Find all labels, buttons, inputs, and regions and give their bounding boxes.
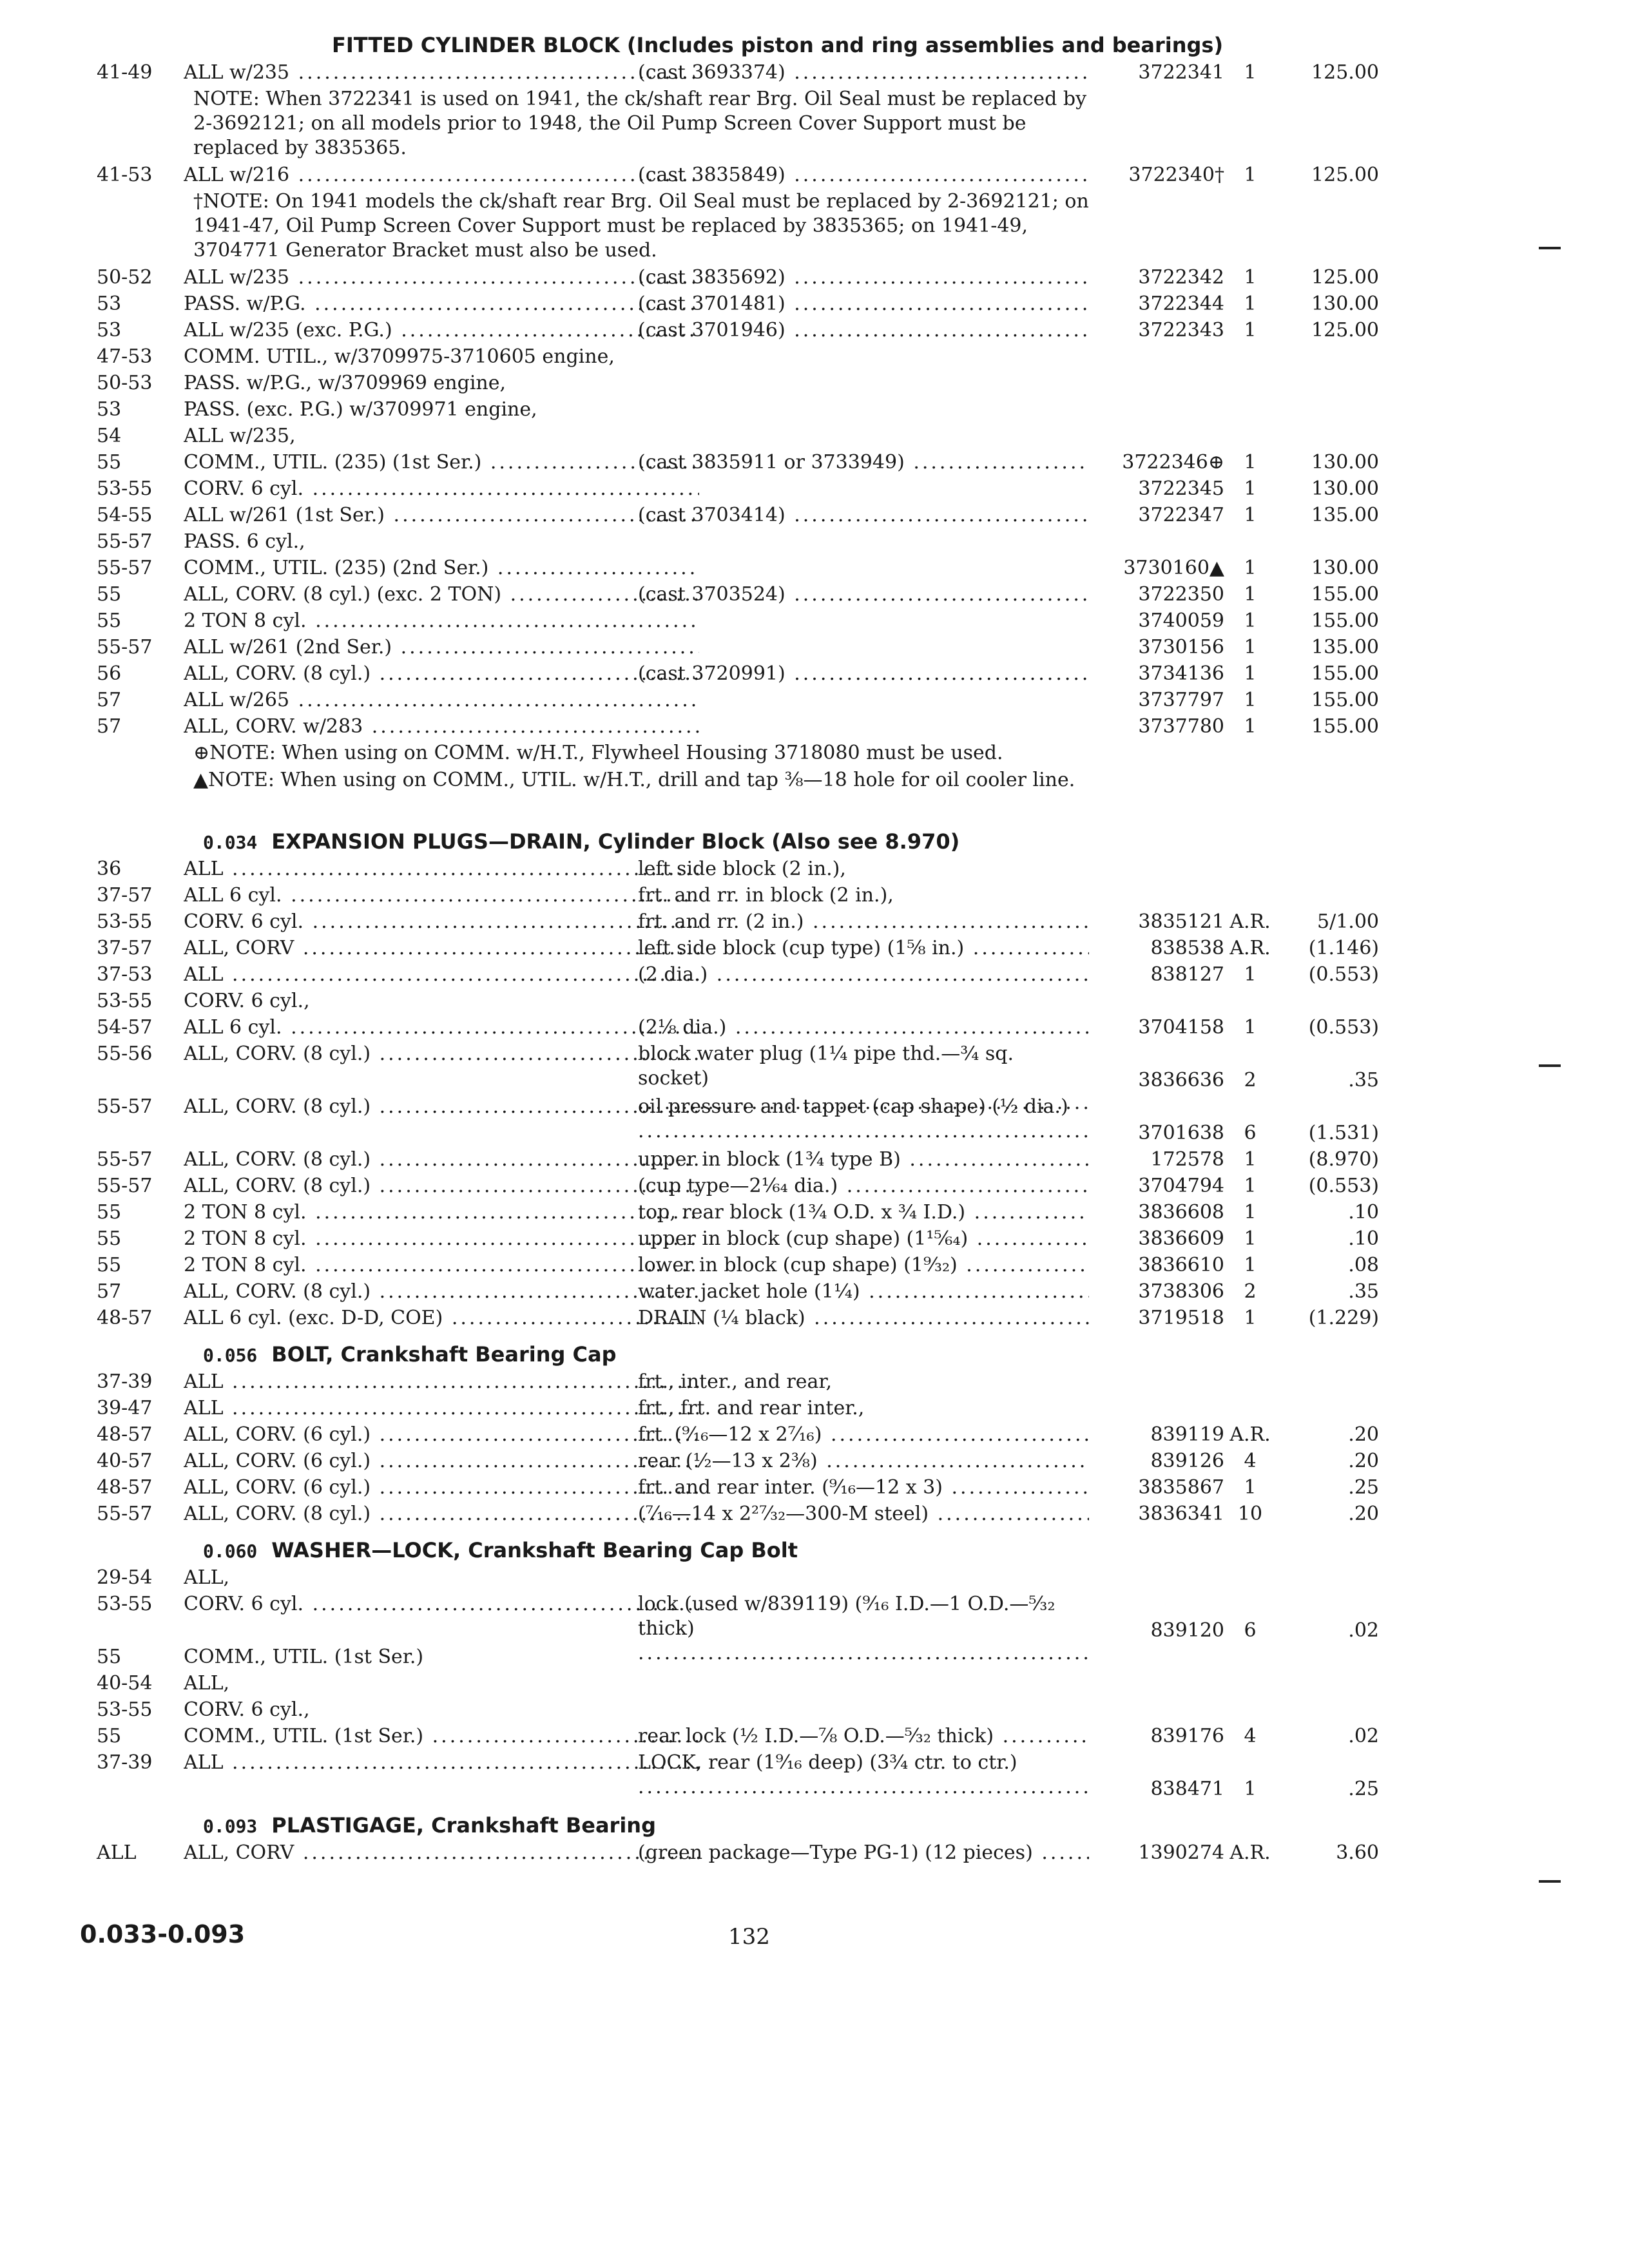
- part-description: frt. and rear inter. (⁹⁄₁₆—12 x 3) .....: [638, 1475, 1089, 1500]
- model-application: ALL w/235 .....: [184, 61, 699, 85]
- quantity: 1: [1244, 557, 1257, 579]
- quantity: 1: [1244, 451, 1257, 474]
- year-range: 55: [97, 451, 122, 474]
- model-application: ALL, CORV. (8 cyl.) .....: [184, 1502, 699, 1526]
- model-application: CORV. 6 cyl.,: [184, 990, 310, 1012]
- part-description: frt. and rr. (2 in.) .....: [638, 910, 1089, 934]
- part-description: frt. and rr. in block (2 in.),: [638, 884, 894, 907]
- part-number: 3722350: [1138, 583, 1224, 606]
- part-number: 3836609: [1138, 1227, 1224, 1250]
- model-application: CORV. 6 cyl. .....: [184, 477, 699, 501]
- part-number: 839119: [1150, 1423, 1224, 1446]
- part-description: (cast 3693374) .....: [638, 61, 1089, 85]
- page-range-code: 0.033-0.093: [80, 1920, 246, 1948]
- year-range: 56: [97, 662, 122, 685]
- part-description: rear lock (½ I.D.—⅞ O.D.—⁵⁄₃₂ thick) .....: [638, 1724, 1089, 1749]
- part-description: (cast 3835849) .....: [638, 163, 1089, 187]
- price: 155.00: [1311, 583, 1379, 606]
- year-range: 53-55: [97, 1593, 153, 1615]
- part-description: oil pressure and tappet (cap shape) (½ dia.) .....: [638, 1095, 1089, 1144]
- year-range: 55-57: [97, 1503, 153, 1525]
- model-application: ALL .....: [184, 1370, 699, 1394]
- model-application: ALL,: [184, 1566, 230, 1589]
- year-range: 55: [97, 610, 122, 632]
- part-description: water jacket hole (1¼) .....: [638, 1280, 1089, 1304]
- part-number: 3836608: [1138, 1201, 1224, 1224]
- part-description: lower in block (cup shape) (1⁹⁄₃₂) .....: [638, 1253, 1089, 1278]
- model-application: ALL, CORV. (8 cyl.) .....: [184, 1174, 699, 1198]
- price: .35: [1348, 1069, 1379, 1091]
- part-number: 838471: [1150, 1778, 1224, 1800]
- year-range: 53-55: [97, 910, 153, 933]
- part-description: top, rear block (1¾ O.D. x ¾ I.D.) .....: [638, 1200, 1089, 1225]
- quantity: A.R.: [1229, 1841, 1271, 1864]
- model-application: PASS. w/P.G. .....: [184, 292, 699, 316]
- price: 155.00: [1311, 689, 1379, 711]
- part-number: 3719518: [1138, 1307, 1224, 1329]
- price: 130.00: [1311, 451, 1379, 474]
- model-application: ALL, CORV. (6 cyl.) .....: [184, 1423, 699, 1447]
- quantity: 1: [1244, 504, 1257, 526]
- quantity: 1: [1244, 610, 1257, 632]
- part-number: 3740059: [1138, 610, 1224, 632]
- part-number: 3722344: [1138, 293, 1224, 315]
- part-description: lock (used w/839119) (⁹⁄₁₆ I.D.—1 O.D.—⁵⁄₃₂ thick) .....: [638, 1592, 1089, 1666]
- part-number: 3730156: [1138, 636, 1224, 658]
- model-application: ALL w/235 .....: [184, 265, 699, 290]
- model-application: 2 TON 8 cyl. .....: [184, 1200, 699, 1225]
- part-number: 838538: [1150, 937, 1224, 959]
- price: .08: [1348, 1254, 1379, 1276]
- year-range: 53-55: [97, 990, 153, 1012]
- model-application: ALL w/261 (2nd Ser.) .....: [184, 635, 699, 660]
- quantity: 2: [1244, 1069, 1257, 1091]
- part-description: upper in block (cup shape) (1¹⁵⁄₆₄) .....: [638, 1227, 1089, 1251]
- year-range: 55: [97, 1254, 122, 1276]
- footnote: ▲NOTE: When using on COMM., UTIL. w/H.T., drill and tap ⅜—18 hole for oil cooler line.: [193, 769, 1075, 791]
- part-description: (cast 3701481) .....: [638, 292, 1089, 316]
- part-number: 3836636: [1138, 1069, 1224, 1091]
- model-application: ALL, CORV. (6 cyl.) .....: [184, 1475, 699, 1500]
- footnote: NOTE: When 3722341 is used on 1941, the ck/shaft rear Brg. Oil Seal must be replaced by 2-3692121; on all models prior to 1948, the Oil Pump Screen Cover Support must be replaced by 3835365.: [193, 88, 1087, 159]
- model-application: ALL, CORV. (8 cyl.) .....: [184, 662, 699, 686]
- section-title: BOLT, Crankshaft Bearing Cap: [271, 1342, 617, 1367]
- group-number: 0.034: [203, 832, 258, 853]
- part-description: (cast 3835911 or 3733949) .....: [638, 450, 1089, 475]
- model-application: ALL 6 cyl. .....: [184, 1015, 699, 1040]
- year-range: 55-57: [97, 557, 153, 579]
- quantity: 6: [1244, 1122, 1257, 1144]
- model-application: ALL 6 cyl. .....: [184, 883, 699, 908]
- quantity: 1: [1244, 1254, 1257, 1276]
- quantity: 1: [1244, 583, 1257, 606]
- year-range: 47-53: [97, 345, 153, 368]
- footnote: †NOTE: On 1941 models the ck/shaft rear Brg. Oil Seal must be replaced by 2-3692121; on 1941-47, Oil Pump Screen Cover Support must be replaced by 3835365; on 1941-49, 3704771 Generator Bracket must also be used.: [193, 190, 1089, 262]
- part-number: 3722343: [1138, 319, 1224, 341]
- part-number: 3722347: [1138, 504, 1224, 526]
- price: .20: [1348, 1503, 1379, 1525]
- model-application: 2 TON 8 cyl. .....: [184, 609, 699, 633]
- year-range: 41-53: [97, 164, 153, 186]
- price: .02: [1348, 1619, 1379, 1642]
- price: 130.00: [1311, 477, 1379, 500]
- model-application: CORV. 6 cyl. .....: [184, 1592, 699, 1617]
- year-range: 41-49: [97, 61, 153, 84]
- footnote: ⊕NOTE: When using on COMM. w/H.T., Flywheel Housing 3718080 must be used.: [193, 742, 1003, 764]
- part-number: 838127: [1150, 963, 1224, 986]
- part-number: 3722342: [1138, 266, 1224, 289]
- model-application: ALL .....: [184, 963, 699, 987]
- price: 125.00: [1311, 61, 1379, 84]
- quantity: 4: [1244, 1725, 1257, 1747]
- model-application: ALL, CORV. (6 cyl.) .....: [184, 1449, 699, 1474]
- model-application: ALL, CORV. (8 cyl.) .....: [184, 1042, 699, 1066]
- price: 130.00: [1311, 293, 1379, 315]
- part-number: 3701638: [1138, 1122, 1224, 1144]
- quantity: 1: [1244, 1148, 1257, 1171]
- year-range: 48-57: [97, 1423, 153, 1446]
- year-range: 48-57: [97, 1307, 153, 1329]
- part-description: (cast 3701946) .....: [638, 318, 1089, 343]
- year-range: 37-57: [97, 884, 153, 907]
- part-number: 3722346⊕: [1122, 451, 1224, 474]
- section-title: WASHER—LOCK, Crankshaft Bearing Cap Bolt: [271, 1538, 798, 1562]
- model-application: 2 TON 8 cyl. .....: [184, 1227, 699, 1251]
- year-range: 54-55: [97, 504, 153, 526]
- margin-tick: [1539, 1880, 1561, 1883]
- model-application: COMM., UTIL. (235) (2nd Ser.) .....: [184, 556, 699, 581]
- quantity: 1: [1244, 164, 1257, 186]
- part-description: (cast 3703414) .....: [638, 503, 1089, 528]
- quantity: 1: [1244, 636, 1257, 658]
- quantity: 1: [1244, 1016, 1257, 1039]
- year-range: 55: [97, 583, 122, 606]
- part-number: 839126: [1150, 1450, 1224, 1472]
- section-title: EXPANSION PLUGS—DRAIN, Cylinder Block (Also see 8.970): [271, 829, 960, 854]
- price: .35: [1348, 1280, 1379, 1303]
- quantity: 1: [1244, 1201, 1257, 1224]
- model-application: ALL, CORV .....: [184, 936, 699, 961]
- model-application: ALL .....: [184, 1396, 699, 1421]
- model-application: COMM., UTIL. (1st Ser.) .....: [184, 1724, 699, 1749]
- part-description: block water plug (1¼ pipe thd.—¾ sq. socket) .....: [638, 1042, 1089, 1115]
- year-range: 29-54: [97, 1566, 153, 1589]
- price: 155.00: [1311, 715, 1379, 738]
- model-application: ALL, CORV. (8 cyl.) .....: [184, 1148, 699, 1172]
- model-application: ALL, CORV. (8 cyl.) .....: [184, 1280, 699, 1304]
- part-description: (green package—Type PG-1) (12 pieces) .....: [638, 1841, 1089, 1865]
- model-application: ALL w/235,: [184, 425, 296, 447]
- price: (8.970): [1308, 1148, 1379, 1171]
- year-range: 55-57: [97, 1095, 153, 1118]
- year-range: 54: [97, 425, 122, 447]
- year-range: 50-52: [97, 266, 153, 289]
- part-number: 3734136: [1138, 662, 1224, 685]
- year-range: 53: [97, 398, 122, 421]
- price: .25: [1348, 1778, 1379, 1800]
- model-application: ALL w/216 .....: [184, 163, 699, 187]
- model-application: ALL w/235 (exc. P.G.) .....: [184, 318, 699, 343]
- part-description: upper in block (1¾ type B) .....: [638, 1148, 1089, 1172]
- quantity: A.R.: [1229, 910, 1271, 933]
- quantity: 1: [1244, 1778, 1257, 1800]
- model-application: ALL 6 cyl. (exc. D-D, COE) .....: [184, 1306, 699, 1331]
- year-range: 54-57: [97, 1016, 153, 1039]
- year-range: 37-39: [97, 1370, 153, 1393]
- part-number: 3836341: [1138, 1503, 1224, 1525]
- model-application: ALL w/261 (1st Ser.) .....: [184, 503, 699, 528]
- part-description: frt. (⁹⁄₁₆—12 x 2⁷⁄₁₆) .....: [638, 1423, 1089, 1447]
- year-range: 55: [97, 1646, 122, 1668]
- year-range: 55: [97, 1227, 122, 1250]
- part-description: left side block (cup type) (1⅝ in.) .....: [638, 936, 1089, 961]
- part-number: 839120: [1150, 1619, 1224, 1642]
- year-range: 55-57: [97, 530, 153, 553]
- price: .02: [1348, 1725, 1379, 1747]
- section-heading: [203, 1812, 656, 1840]
- quantity: 1: [1244, 61, 1257, 84]
- model-application: ALL .....: [184, 1751, 699, 1775]
- part-description: (cast 3703524) .....: [638, 582, 1089, 607]
- quantity: 1: [1244, 689, 1257, 711]
- model-application: COMM., UTIL. (1st Ser.): [184, 1646, 424, 1668]
- year-range: 37-39: [97, 1751, 153, 1774]
- part-number: 3737780: [1138, 715, 1224, 738]
- price: (0.553): [1308, 963, 1379, 986]
- model-application: PASS. w/P.G., w/3709969 engine,: [184, 372, 506, 394]
- model-application: PASS. (exc. P.G.) w/3709971 engine,: [184, 398, 537, 421]
- year-range: 40-57: [97, 1450, 153, 1472]
- page-number: 132: [728, 1924, 770, 1950]
- year-range: 48-57: [97, 1476, 153, 1499]
- price: 125.00: [1311, 266, 1379, 289]
- model-application: ALL, CORV .....: [184, 1841, 699, 1865]
- part-description: (cup type—2¹⁄₆₄ dia.) .....: [638, 1174, 1089, 1198]
- price: 155.00: [1311, 662, 1379, 685]
- part-description: frt., inter., and rear,: [638, 1370, 832, 1393]
- year-range: ALL: [97, 1841, 137, 1864]
- price: (1.531): [1308, 1122, 1379, 1144]
- part-description: left side block (2 in.),: [638, 858, 846, 880]
- quantity: 1: [1244, 715, 1257, 738]
- price: .10: [1348, 1201, 1379, 1224]
- part-number: 3704158: [1138, 1016, 1224, 1039]
- quantity: 1: [1244, 1175, 1257, 1197]
- quantity: 1: [1244, 477, 1257, 500]
- part-description: (2 dia.) .....: [638, 963, 1089, 987]
- part-number: 172578: [1150, 1148, 1224, 1171]
- year-range: 53-55: [97, 477, 153, 500]
- section-title: PLASTIGAGE, Crankshaft Bearing: [271, 1813, 656, 1838]
- part-description: (2⅛ dia.) .....: [638, 1015, 1089, 1040]
- margin-tick: [1539, 247, 1561, 249]
- price: (0.553): [1308, 1016, 1379, 1039]
- part-number: 3836610: [1138, 1254, 1224, 1276]
- part-number: 3835121: [1138, 910, 1224, 933]
- section-heading: [203, 1341, 617, 1369]
- model-application: COMM., UTIL. (235) (1st Ser.) .....: [184, 450, 699, 475]
- part-number: 3704794: [1138, 1175, 1224, 1197]
- price: 3.60: [1336, 1841, 1379, 1864]
- part-description: (⁷⁄₁₆—14 x 2²⁷⁄₃₂—300-M steel) .....: [638, 1502, 1089, 1526]
- year-range: 57: [97, 689, 122, 711]
- year-range: 55: [97, 1201, 122, 1224]
- part-description: rear (½—13 x 2⅜) .....: [638, 1449, 1089, 1474]
- part-description: (cast 3720991) .....: [638, 662, 1089, 686]
- part-description: DRAIN (¼ black) .....: [638, 1306, 1089, 1331]
- margin-tick: [1539, 1064, 1561, 1067]
- group-number: 0.056: [203, 1345, 258, 1366]
- price: .25: [1348, 1476, 1379, 1499]
- price: 135.00: [1311, 636, 1379, 658]
- year-range: 37-53: [97, 963, 153, 986]
- quantity: 1: [1244, 293, 1257, 315]
- quantity: 4: [1244, 1450, 1257, 1472]
- part-number: 839176: [1150, 1725, 1224, 1747]
- model-application: ALL, CORV. (8 cyl.) (exc. 2 TON) .....: [184, 582, 699, 607]
- price: 5/1.00: [1317, 910, 1379, 933]
- price: .10: [1348, 1227, 1379, 1250]
- year-range: 57: [97, 1280, 122, 1303]
- price: (1.146): [1308, 937, 1379, 959]
- year-range: 55-57: [97, 636, 153, 658]
- year-range: 36: [97, 858, 122, 880]
- quantity: 1: [1244, 662, 1257, 685]
- model-application: 2 TON 8 cyl. .....: [184, 1253, 699, 1278]
- year-range: 55-56: [97, 1043, 153, 1065]
- section-heading: [203, 829, 959, 856]
- year-range: 40-54: [97, 1672, 153, 1695]
- price: (0.553): [1308, 1175, 1379, 1197]
- price: .20: [1348, 1450, 1379, 1472]
- price: 125.00: [1311, 164, 1379, 186]
- year-range: 39-47: [97, 1397, 153, 1419]
- price: 135.00: [1311, 504, 1379, 526]
- part-description: frt., frt. and rear inter.,: [638, 1397, 865, 1419]
- price: 130.00: [1311, 557, 1379, 579]
- part-number: 1390274: [1138, 1841, 1224, 1864]
- part-number: 3722345: [1138, 477, 1224, 500]
- section-heading: [203, 1537, 798, 1564]
- section-heading: [332, 32, 1223, 58]
- part-number: 3730160▲: [1123, 557, 1224, 579]
- part-description: LOCK, rear (1⁹⁄₁₆ deep) (3¾ ctr. to ctr.) .....: [638, 1751, 1089, 1800]
- part-number: 3835867: [1138, 1476, 1224, 1499]
- part-number: 3738306: [1138, 1280, 1224, 1303]
- model-application: ALL w/265 .....: [184, 688, 699, 713]
- quantity: A.R.: [1229, 937, 1271, 959]
- model-application: PASS. 6 cyl.,: [184, 530, 305, 553]
- quantity: 1: [1244, 1227, 1257, 1250]
- model-application: ALL, CORV. w/283 .....: [184, 715, 699, 739]
- part-description: (cast 3835692) .....: [638, 265, 1089, 290]
- model-application: ALL .....: [184, 857, 699, 881]
- quantity: 2: [1244, 1280, 1257, 1303]
- model-application: COMM. UTIL., w/3709975-3710605 engine,: [184, 345, 615, 368]
- quantity: 1: [1244, 319, 1257, 341]
- year-range: 55-57: [97, 1148, 153, 1171]
- year-range: 53: [97, 319, 122, 341]
- price: 155.00: [1311, 610, 1379, 632]
- model-application: CORV. 6 cyl.,: [184, 1698, 310, 1721]
- group-number: 0.093: [203, 1816, 258, 1837]
- model-application: CORV. 6 cyl. .....: [184, 910, 699, 934]
- part-number: 3722340†: [1128, 164, 1224, 186]
- year-range: 53-55: [97, 1698, 153, 1721]
- year-range: 57: [97, 715, 122, 738]
- part-number: 3722341: [1138, 61, 1224, 84]
- quantity: A.R.: [1229, 1423, 1271, 1446]
- part-number: 3737797: [1138, 689, 1224, 711]
- year-range: 50-53: [97, 372, 153, 394]
- quantity: 6: [1244, 1619, 1257, 1642]
- quantity: 1: [1244, 266, 1257, 289]
- quantity: 1: [1244, 963, 1257, 986]
- year-range: 55: [97, 1725, 122, 1747]
- group-number: 0.060: [203, 1541, 258, 1562]
- price: .20: [1348, 1423, 1379, 1446]
- model-application: ALL,: [184, 1672, 230, 1695]
- quantity: 1: [1244, 1476, 1257, 1499]
- quantity: 1: [1244, 1307, 1257, 1329]
- year-range: 55-57: [97, 1175, 153, 1197]
- model-application: ALL, CORV. (8 cyl.) .....: [184, 1095, 699, 1119]
- year-range: 37-57: [97, 937, 153, 959]
- section-title: FITTED CYLINDER BLOCK (Includes piston and ring assemblies and bearings): [332, 33, 1224, 57]
- year-range: 53: [97, 293, 122, 315]
- price: 125.00: [1311, 319, 1379, 341]
- quantity: 10: [1237, 1503, 1263, 1525]
- price: (1.229): [1308, 1307, 1379, 1329]
